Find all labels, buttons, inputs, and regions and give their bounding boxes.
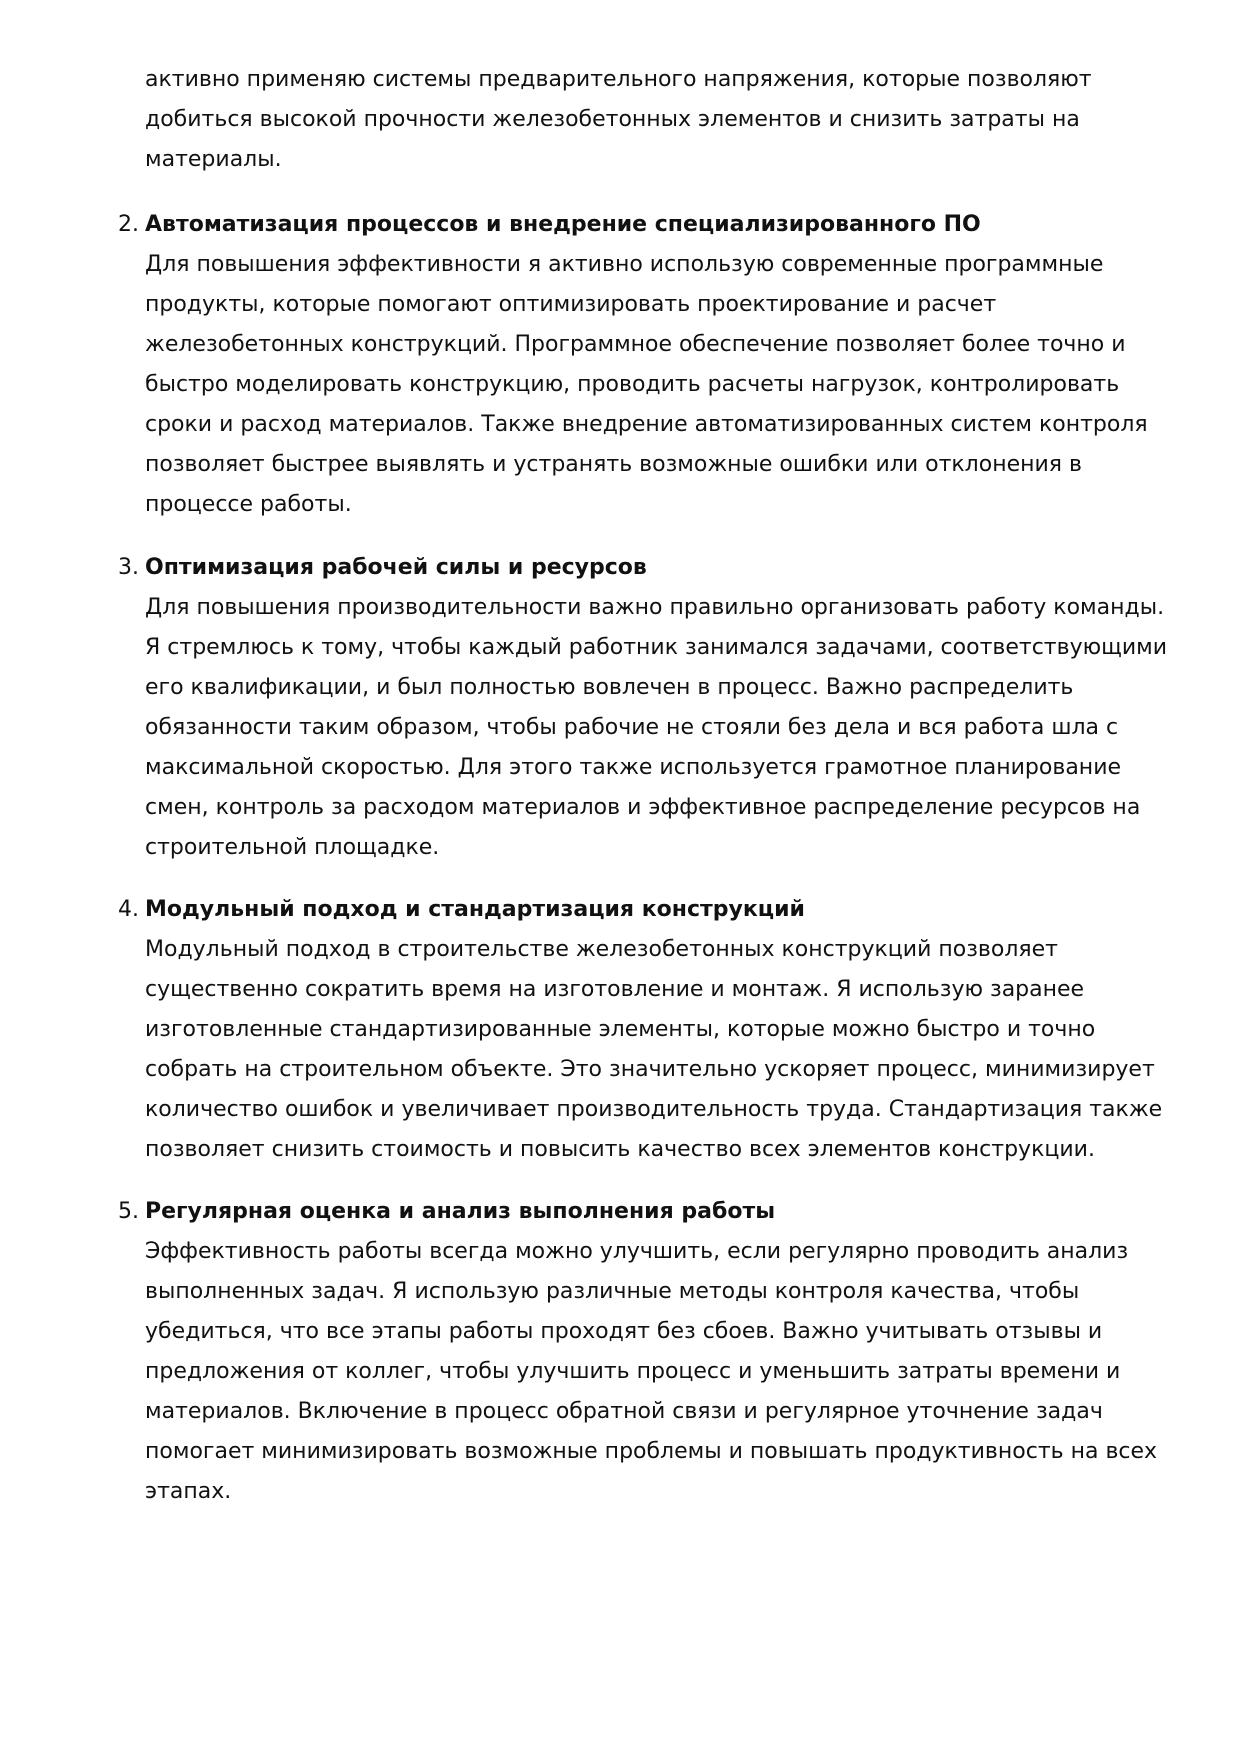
list-item-3-line: обязанности таким образом, чтобы рабочие не стояли без дела и вся работа шла с [145, 715, 1119, 740]
list-item-5-line: Эффективность работы всегда можно улучшить, если регулярно проводить анализ [145, 1239, 1129, 1264]
list-item-5-line: предложения от коллег, чтобы улучшить процесс и уменьшить затраты времени и [145, 1359, 1121, 1384]
list-item-4-line: существенно сократить время на изготовление и монтаж. Я использую заранее [145, 977, 1085, 1002]
list-item-number: 3. [118, 555, 139, 580]
list-item-number: 5. [118, 1199, 139, 1224]
intro-line-3: материалы. [145, 147, 282, 172]
intro-line-2: добиться высокой прочности железобетонных элементов и снизить затраты на [145, 107, 1080, 132]
list-item-title: Регулярная оценка и анализ выполнения работы [145, 1199, 776, 1224]
list-item-3-line: Для повышения производительности важно правильно организовать работу команды. [145, 595, 1165, 620]
list-item-5-heading [118, 1192, 775, 1232]
list-item-2-line: позволяет быстрее выявлять и устранять возможные ошибки или отклонения в [145, 452, 1082, 477]
list-item-title: Оптимизация рабочей силы и ресурсов [145, 555, 647, 580]
list-item-4-line: Модульный подход в строительстве железобетонных конструкций позволяет [145, 937, 1058, 962]
list-item-4-line: изготовленные стандартизированные элементы, которые можно быстро и точно [145, 1017, 1096, 1042]
list-item-2-line: быстро моделировать конструкцию, проводить расчеты нагрузок, контролировать [145, 372, 1120, 397]
list-item-title: Автоматизация процессов и внедрение специализированного ПО [145, 212, 981, 237]
list-item-4-line: собрать на строительном объекте. Это значительно ускоряет процесс, минимизирует [145, 1057, 1155, 1082]
list-item-2-heading [118, 205, 981, 245]
list-item-3-heading [118, 548, 647, 588]
list-item-4-line: позволяет снизить стоимость и повысить качество всех элементов конструкции. [145, 1137, 1095, 1162]
list-item-number: 4. [118, 897, 139, 922]
list-item-5-line: материалов. Включение в процесс обратной связи и регулярное уточнение задач [145, 1399, 1103, 1424]
list-item-3-line: смен, контроль за расходом материалов и эффективное распределение ресурсов на [145, 795, 1141, 820]
list-item-3-line: максимальной скоростью. Для этого также используется грамотное планирование [145, 755, 1122, 780]
list-item-2-line: Для повышения эффективности я активно использую современные программные [145, 252, 1104, 277]
list-item-4-line: количество ошибок и увеличивает производительность труда. Стандартизация также [145, 1097, 1163, 1122]
list-item-3-line: строительной площадке. [145, 835, 440, 860]
list-item-2-line: процессе работы. [145, 492, 352, 517]
list-item-4-heading [118, 890, 805, 930]
list-item-5-line: помогает минимизировать возможные проблемы и повышать продуктивность на всех [145, 1439, 1158, 1464]
intro-line-1: активно применяю системы предварительного напряжения, которые позволяют [145, 67, 1092, 92]
list-item-5-line: этапах. [145, 1479, 232, 1504]
list-item-5-line: выполненных задач. Я использую различные методы контроля качества, чтобы [145, 1279, 1080, 1304]
list-item-title: Модульный подход и стандартизация конструкций [145, 897, 805, 922]
list-item-number: 2. [118, 212, 139, 237]
list-item-2-line: сроки и расход материалов. Также внедрение автоматизированных систем контроля [145, 412, 1148, 437]
list-item-3-line: его квалификации, и был полностью вовлечен в процесс. Важно распределить [145, 675, 1074, 700]
list-item-5-line: убедиться, что все этапы работы проходят без сбоев. Важно учитывать отзывы и [145, 1319, 1103, 1344]
list-item-3-line: Я стремлюсь к тому, чтобы каждый работник занимался задачами, соответствующими [145, 635, 1168, 660]
list-item-2-line: продукты, которые помогают оптимизировать проектирование и расчет [145, 292, 997, 317]
list-item-2-line: железобетонных конструкций. Программное обеспечение позволяет более точно и [145, 332, 1126, 357]
